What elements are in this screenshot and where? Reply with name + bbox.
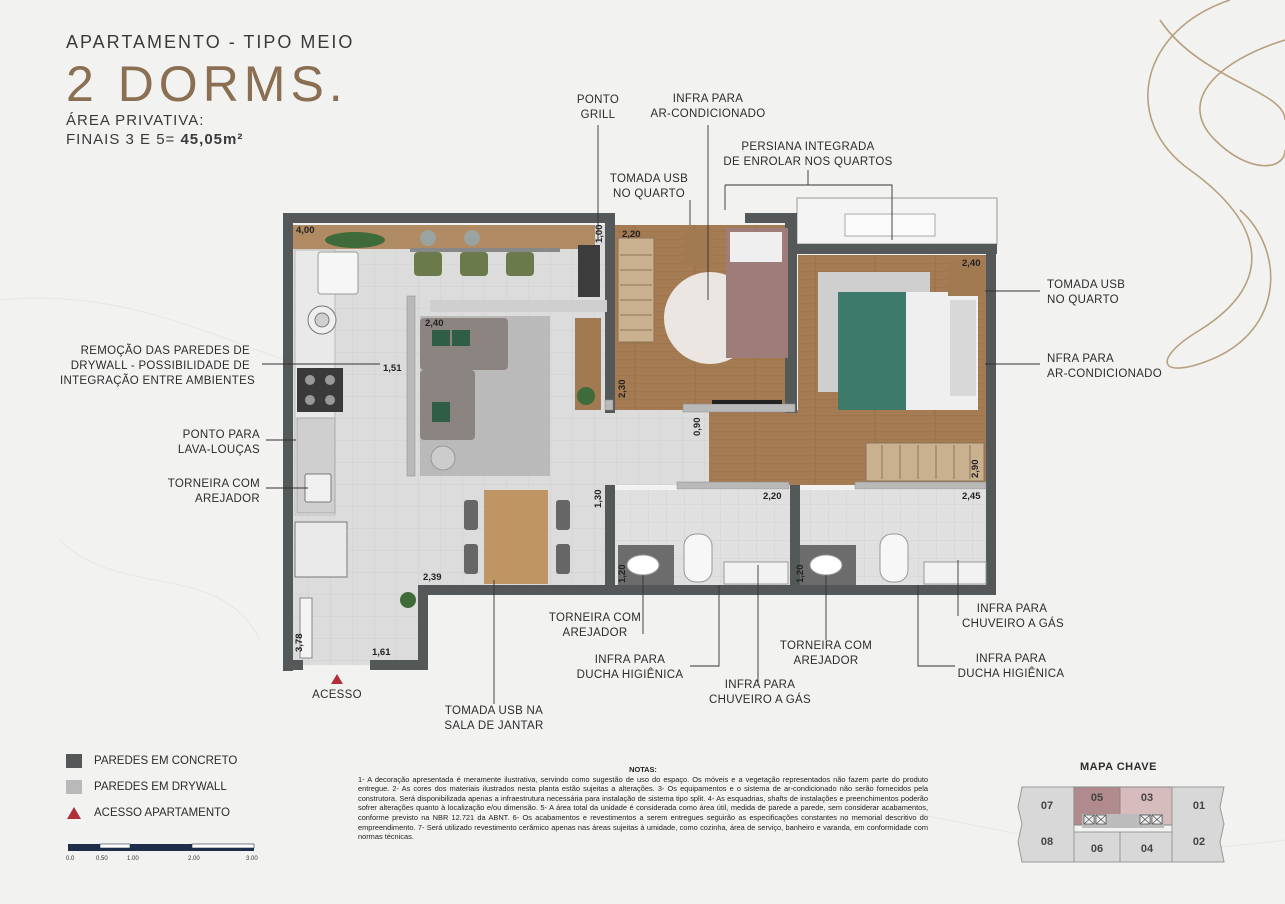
toilet-1 xyxy=(684,534,712,582)
dim-label: 2,40 xyxy=(962,258,981,269)
key-unit-08: 08 xyxy=(1040,836,1054,848)
concrete-swatch xyxy=(66,754,82,768)
key-unit-01: 01 xyxy=(1192,800,1206,812)
access-triangle-icon xyxy=(66,806,82,820)
key-unit-05: 05 xyxy=(1090,792,1104,804)
side-table xyxy=(431,446,455,470)
dim-label: 2,20 xyxy=(763,491,782,502)
curtain-1 xyxy=(712,400,782,404)
label-tomada-usb-quarto2: TOMADA USB NO QUARTO xyxy=(1047,279,1126,306)
scale-bar xyxy=(66,842,266,866)
finals-label: FINAIS 3 E 5= xyxy=(66,131,176,148)
label-ponto-grill: PONTO GRILL xyxy=(576,94,620,121)
label-tomada-usb-quarto1: TOMADA USB NO QUARTO xyxy=(609,173,689,200)
access-marker xyxy=(331,674,343,684)
dim-label: 1,51 xyxy=(383,363,402,374)
grill xyxy=(578,245,600,297)
key-unit-04: 04 xyxy=(1140,843,1154,855)
label-nfra-ar: NFRA PARA AR-CONDICIONADO xyxy=(1047,353,1163,380)
dim-label: 2,40 xyxy=(425,318,444,329)
label-acesso: ACESSO xyxy=(312,689,362,701)
bar-stools xyxy=(414,252,534,276)
label-torneira-cozinha: TORNEIRA COM AREJADOR xyxy=(167,478,260,505)
balcony-counter xyxy=(410,248,560,252)
key-map-title: MAPA CHAVE xyxy=(1080,761,1157,773)
laundry-sink xyxy=(318,252,358,294)
cooktop xyxy=(297,368,343,412)
notes-text: 1- A decoração apresentada é meramente ilustrativa, servindo como sugestão de uso do espaço. Os móveis e a vegetação representados não fazem parte do produto entregue. 2- As cores dos materiais ilustrados nesta planta estão sujeitas a alterações. 3- Os equipamentos e o sistema de ar-condicionado não serão fornecidos pela construtora. Será disponibilizada apenas a infraestrutura necessária para instalação de sistema tipo split. 4- As esquadrias, shafts de instalações e preenchimentos poderão sofrer alterações quanto à localização e/ou dimensão. 5- A área total da unidade é considerada como área útil, medida de parede a parede, sem considerar acabamentos, conforme previsto na NBR 12.721 da ABNT. 6- Os acabamentos e revestimentos a serem entregues seguirão as especificações constantes no memorial descritivo do empreendimento. 7- Será utilizado revestimento cerâmico apenas nas áreas sujeitas à umidade, como cozinha, área de serviço, banheiro e varanda, em conformidade com normas técnicas. xyxy=(358,774,928,842)
label-remocao-drywall: REMOÇÃO DAS PAREDES DE DRYWALL - POSSIBILIDADE DE INTEGRAÇÃO ENTRE AMBIENTES xyxy=(60,345,256,387)
key-unit-03: 03 xyxy=(1140,792,1154,804)
shower-1 xyxy=(724,562,788,584)
dim-label: 3,78 xyxy=(294,633,305,652)
dining-table xyxy=(484,490,548,584)
key-map xyxy=(1012,782,1232,868)
fridge xyxy=(295,522,347,577)
area-label: ÁREA PRIVATIVA: xyxy=(66,112,205,129)
dim-label: 2,20 xyxy=(622,229,641,240)
ac-window xyxy=(845,214,935,236)
label-chuveiro1: INFRA PARA CHUVEIRO A GÁS xyxy=(709,679,811,706)
nightstand-1 xyxy=(684,228,714,266)
key-unit-07: 07 xyxy=(1040,800,1054,812)
label-infra-ar-top: INFRA PARA AR-CONDICIONADO xyxy=(650,93,766,120)
dim-label: 1,20 xyxy=(795,564,806,583)
notes xyxy=(358,765,928,842)
label-ducha1: INFRA PARA DUCHA HIGIÊNICA xyxy=(576,654,684,681)
label-persiana: PERSIANA INTEGRADA DE ENROLAR NOS QUARTOS xyxy=(723,141,893,168)
dim-label: 2,90 xyxy=(970,459,981,478)
key-unit-02: 02 xyxy=(1192,836,1206,848)
dim-label: 1,61 xyxy=(372,647,391,658)
dim-label: 0,90 xyxy=(692,417,703,436)
wardrobe-1 xyxy=(618,238,654,342)
half-wall xyxy=(430,300,607,312)
wardrobe-2 xyxy=(866,443,984,481)
key-unit-06: 06 xyxy=(1090,843,1104,855)
notes-title: NOTAS: xyxy=(629,765,657,774)
label-ducha2: INFRA PARA DUCHA HIGIÊNICA xyxy=(957,653,1065,680)
drywall-swatch xyxy=(66,780,82,794)
legend-acesso: ACESSO APARTAMENTO xyxy=(66,806,230,820)
label-lava-loucas: PONTO PARA LAVA-LOUÇAS xyxy=(177,429,260,456)
shower-2 xyxy=(924,562,986,584)
legend-concreto: PAREDES EM CONCRETO xyxy=(66,754,237,768)
label-torneira-banho1: TORNEIRA COM AREJADOR xyxy=(548,612,642,639)
page-title: 2 DORMS. xyxy=(66,56,348,112)
label-chuveiro2: INFRA PARA CHUVEIRO A GÁS xyxy=(962,603,1064,630)
label-torneira-banho2: TORNEIRA COM AREJADOR xyxy=(779,640,873,667)
dim-label: 2,45 xyxy=(962,491,981,502)
legend-drywall: PAREDES EM DRYWALL xyxy=(66,780,227,794)
dim-label: 2,39 xyxy=(423,572,442,583)
label-tomada-usb-jantar: TOMADA USB NA SALA DE JANTAR xyxy=(444,705,544,732)
dim-label: 1,00 xyxy=(594,224,605,243)
dim-label: 4,00 xyxy=(296,225,315,236)
hall-wood-floor xyxy=(709,410,799,485)
cushion xyxy=(432,330,450,346)
area-value: 45,05m² xyxy=(180,131,244,148)
subtitle: APARTAMENTO - TIPO MEIO xyxy=(66,32,355,52)
kitchen-sink xyxy=(305,474,331,502)
dim-label: 2,30 xyxy=(617,379,628,398)
toilet-2 xyxy=(880,534,908,582)
dim-label: 1,20 xyxy=(617,564,628,583)
dim-label: 1,30 xyxy=(593,489,604,508)
